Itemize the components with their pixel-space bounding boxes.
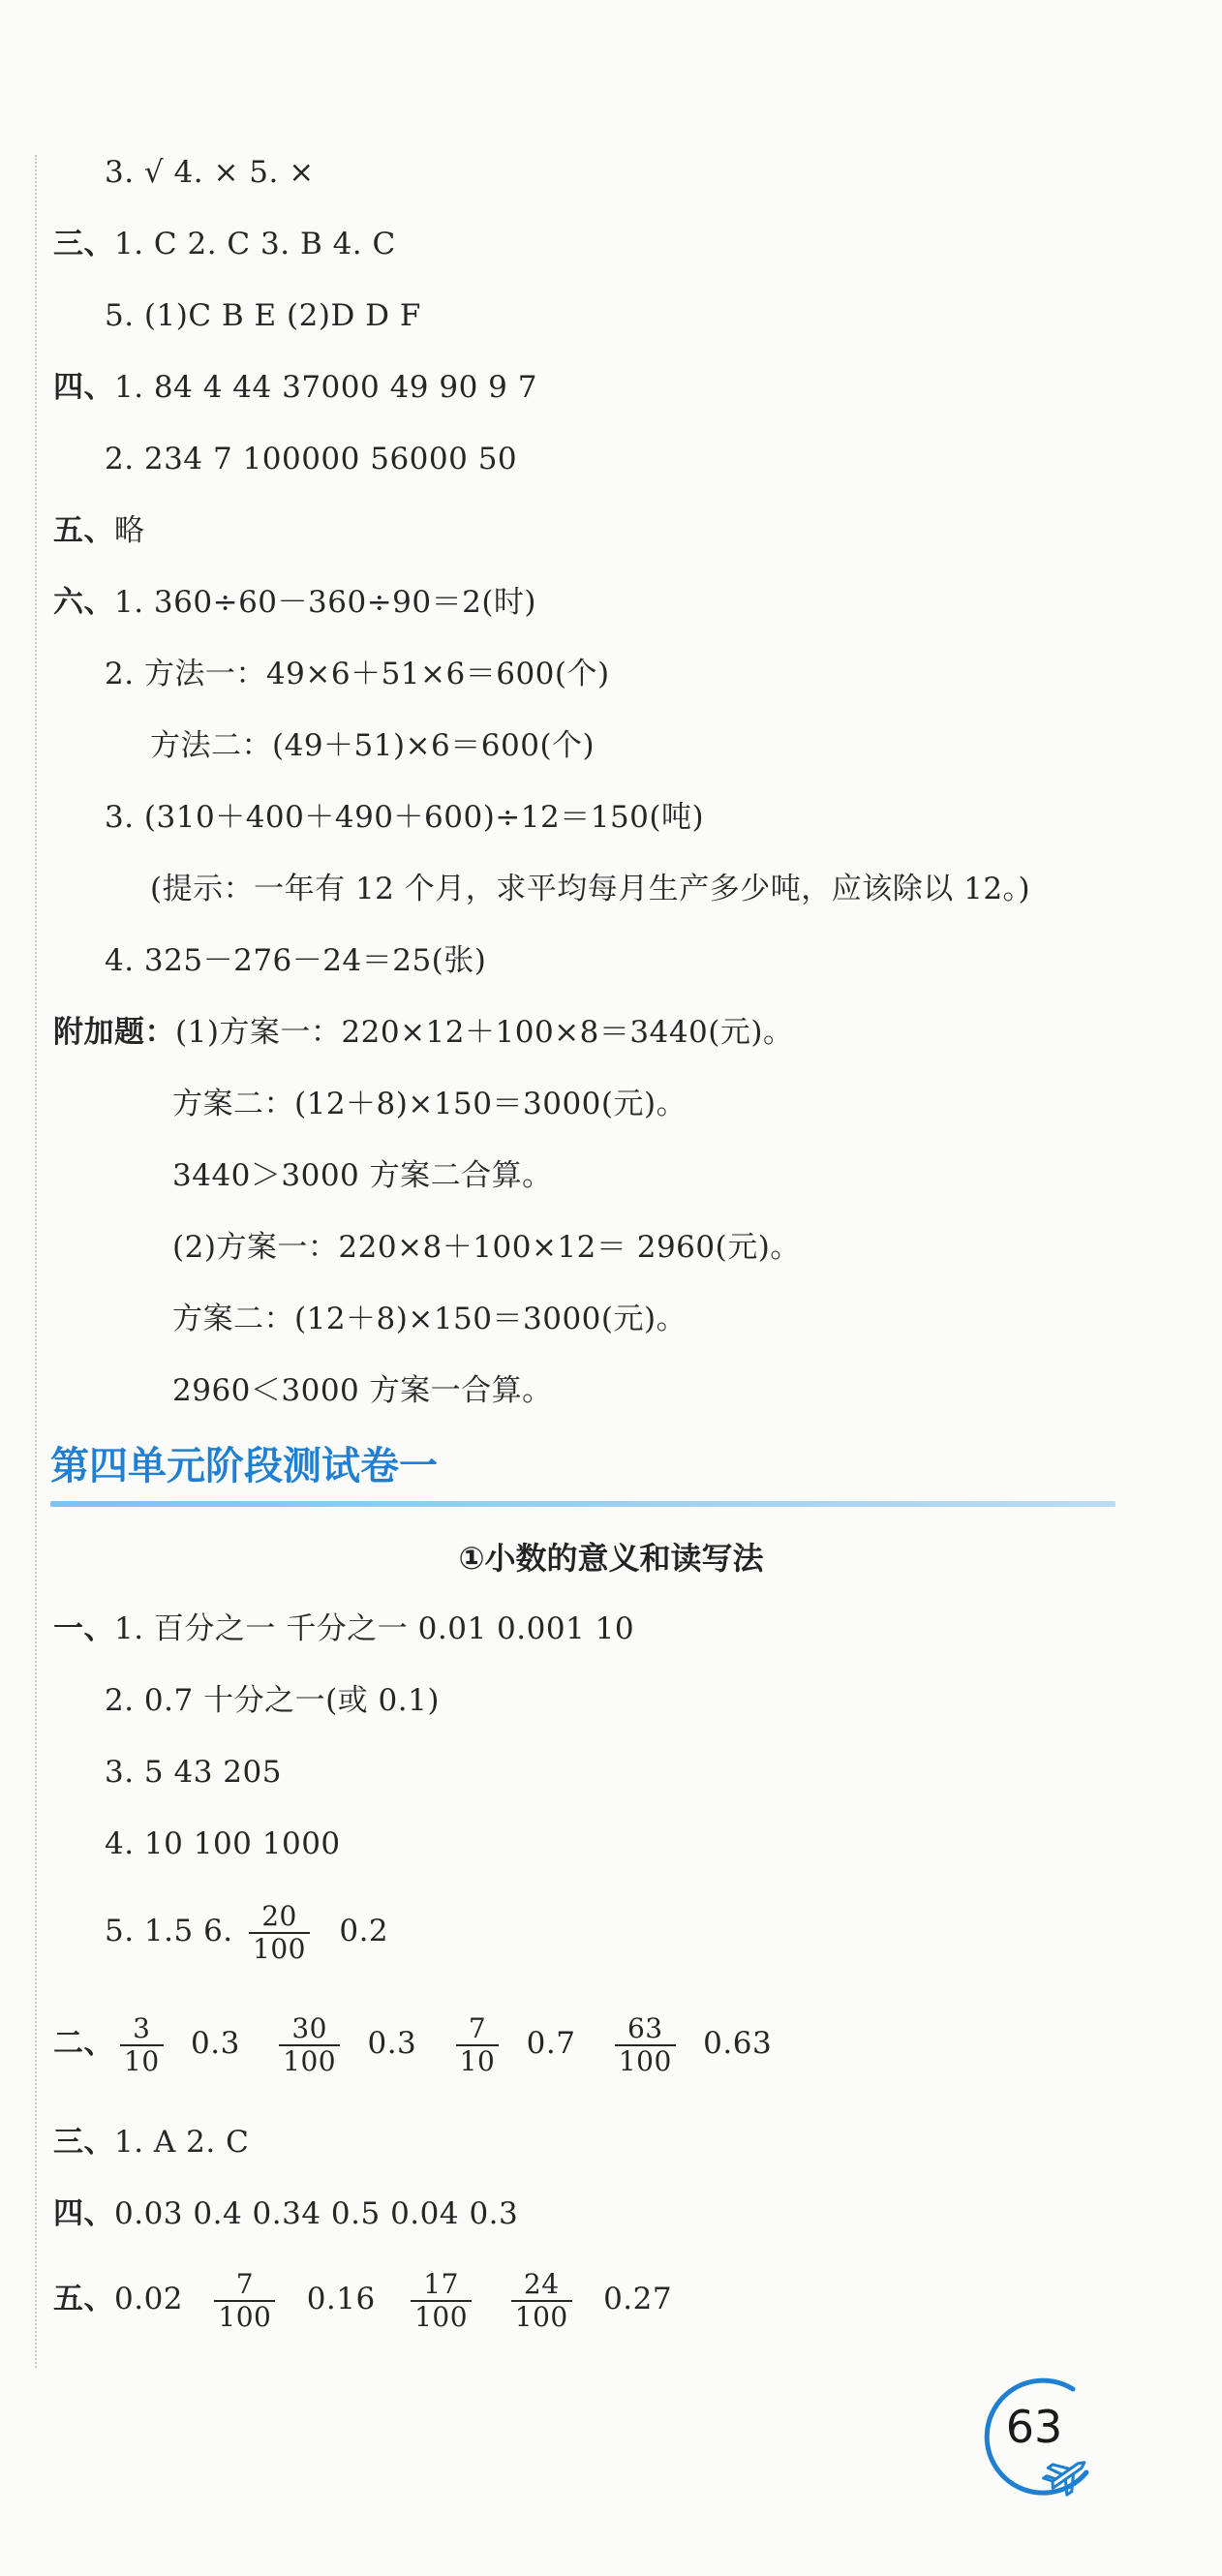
answer-text: 2. 234 7 100000 56000 50 [105, 442, 518, 476]
answer-text: 0.7 [526, 2026, 576, 2061]
answer-line [172, 1371, 553, 1410]
fraction-denominator: 100 [279, 2044, 340, 2077]
answer-line [105, 440, 517, 478]
answer-text: 3. 5 43 205 [105, 1755, 282, 1790]
answer-text: 5. (1)C B E (2)D D F [105, 298, 421, 333]
answer-line [53, 1013, 793, 1052]
fraction-denominator: 100 [511, 2300, 572, 2333]
fraction [511, 2269, 572, 2333]
answer-line [105, 1753, 282, 1792]
section-marker: 二、 [53, 2026, 114, 2061]
margin-dotted-line [35, 155, 37, 2368]
answer-line [172, 1300, 687, 1338]
fraction [456, 2013, 500, 2077]
answer-text: 2. 方法一：49×6＋51×6＝600(个) [105, 657, 610, 691]
fraction-numerator: 17 [423, 2267, 459, 2300]
answer-text: 1. 84 4 44 37000 49 90 9 7 [114, 370, 537, 405]
answer-text: 1. C 2. C 3. B 4. C [114, 227, 396, 261]
title-underline [50, 1501, 1115, 1507]
fraction [249, 1901, 310, 1965]
answer-text: 0.63 [703, 2026, 773, 2061]
fraction-denominator: 100 [214, 2300, 275, 2333]
answer-text: 0.03 0.4 0.34 0.5 0.04 0.3 [114, 2196, 519, 2231]
fraction [214, 2269, 275, 2333]
answer-line [53, 2264, 672, 2334]
answer-text: 3. √ 4. × 5. × [105, 155, 315, 190]
answer-line [53, 225, 396, 263]
fraction [615, 2013, 676, 2077]
answer-line [105, 655, 610, 693]
answer-text: 3440＞3000 方案二合算。 [172, 1158, 553, 1193]
fraction-numerator: 63 [626, 2011, 663, 2044]
answer-text: 0.3 [191, 2026, 240, 2061]
section-marker: 三、 [53, 2125, 114, 2160]
answer-line [105, 941, 486, 980]
fraction-numerator: 7 [468, 2011, 487, 2044]
answer-text: 方案二：(12＋8)×150＝3000(元)。 [172, 1302, 687, 1336]
answer-text: 5. 1.5 6. [105, 1914, 233, 1948]
answer-text: 略 [114, 513, 145, 548]
fraction-numerator: 3 [133, 2011, 151, 2044]
page-number: 63 [1005, 2401, 1063, 2453]
fraction-denominator: 100 [411, 2300, 472, 2333]
section-marker: 三、 [53, 227, 114, 261]
answer-text: 1. 360÷60－360÷90＝2(时) [114, 585, 537, 620]
fraction-numerator: 24 [523, 2267, 560, 2300]
answer-text: 2960＜3000 方案一合算。 [172, 1373, 553, 1408]
fraction-denominator: 10 [456, 2044, 500, 2077]
section-marker: 附加题： [53, 1015, 175, 1050]
answer-line [105, 1896, 388, 1966]
answer-text: 方案二：(12＋8)×150＝3000(元)。 [172, 1087, 687, 1121]
answer-text: 0.16 [306, 2282, 376, 2316]
answer-text: 0.02 [114, 2282, 184, 2316]
fraction-numerator: 7 [235, 2267, 255, 2300]
fraction-denominator: 10 [120, 2044, 164, 2077]
answer-line [172, 1156, 553, 1195]
answer-text: 4. 325－276－24＝25(张) [105, 943, 487, 978]
answer-text: (1)方案一：220×12＋100×8＝3440(元)。 [175, 1015, 794, 1050]
answer-line [172, 1085, 687, 1123]
fraction-numerator: 30 [291, 2011, 327, 2044]
section-marker: 五、 [53, 513, 114, 548]
section-marker: 五、 [53, 2282, 114, 2316]
answer-line [105, 153, 315, 192]
section-marker: 四、 [53, 370, 114, 405]
section-marker: 六、 [53, 585, 114, 620]
answer-line [53, 368, 537, 407]
answer-line [172, 1228, 801, 1267]
fraction [120, 2013, 164, 2077]
answer-text: 3. (310＋400＋490＋600)÷12＝150(吨) [105, 800, 705, 835]
answer-line [105, 296, 421, 335]
answer-text: 1. A 2. C [114, 2125, 250, 2160]
answer-line [105, 1681, 440, 1720]
fraction-denominator: 100 [615, 2044, 676, 2077]
answer-line [105, 798, 704, 837]
section-subtitle: ①小数的意义和读写法 [458, 1540, 764, 1577]
answer-line [105, 1825, 341, 1863]
section-title: 第四单元阶段测试卷一 [50, 1444, 438, 1488]
answer-line [150, 870, 1030, 908]
answer-line [53, 2194, 518, 2233]
answer-line [53, 511, 145, 550]
section-marker: 四、 [53, 2196, 114, 2231]
answer-line [53, 583, 536, 622]
fraction [279, 2013, 340, 2077]
answer-line [53, 2123, 249, 2162]
fraction-numerator: 20 [261, 1899, 297, 1932]
answer-text: 2. 0.7 十分之一(或 0.1) [105, 1683, 440, 1718]
answer-text: 0.3 [367, 2026, 417, 2061]
answer-text: 4. 10 100 1000 [105, 1826, 341, 1861]
answer-text: 1. 百分之一 千分之一 0.01 0.001 10 [114, 1611, 635, 1646]
answer-text: 0.2 [339, 1914, 389, 1948]
answer-text: (2)方案一：220×8＋100×12＝ 2960(元)。 [172, 1230, 801, 1265]
fraction [411, 2269, 472, 2333]
fraction-denominator: 100 [249, 1932, 310, 1965]
answer-text: 方法二：(49＋51)×6＝600(个) [150, 728, 596, 763]
answer-line [53, 1610, 634, 1648]
answer-line [150, 726, 595, 765]
section-marker: 一、 [53, 1611, 114, 1646]
answer-text: (提示：一年有 12 个月，求平均每月生产多少吨，应该除以 12。) [150, 872, 1031, 906]
answer-text: 0.27 [603, 2282, 673, 2316]
answer-line [53, 2009, 772, 2078]
